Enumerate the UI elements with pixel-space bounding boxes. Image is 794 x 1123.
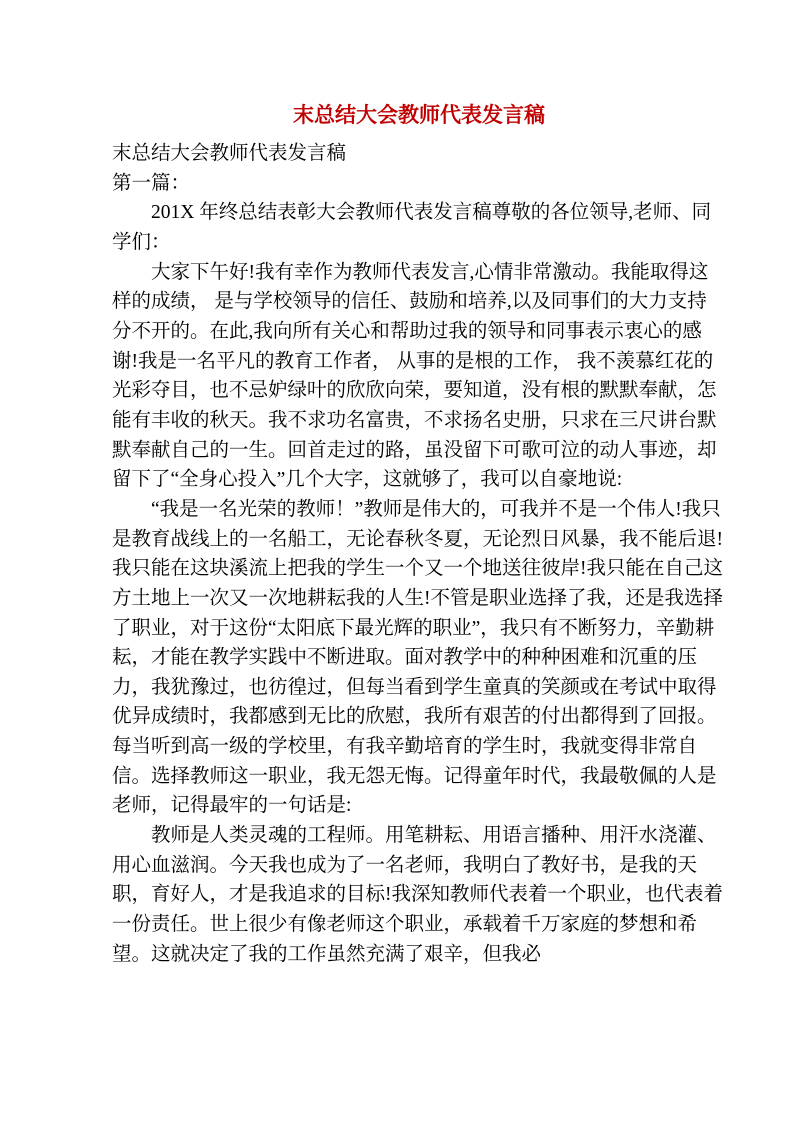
paragraph-body-2: “我是一名光荣的教师！”教师是伟大的，可我并不是一个伟人!我只是教育战线上的一名船工，无论春秋冬夏，无论烈日风暴，我不能后退!我只能在这块溪流上把我的学生一个又一个地送往彼岸!我只能在自己这方土地上一次又一次地耕耘我的人生!不管是职业选择了我，还是我选择了职业，对于这份“太阳底下最光辉的职业”，我只有不断努力，辛勤耕耘，才能在教学实践中不断进取。面对教学中的种种困难和沉重的压力，我犹豫过，也彷徨过，但每当看到学生童真的笑颜或在考试中取得优异成绩时，我都感到无比的欣慰，我所有艰苦的付出都得到了回报。每当听到高一级的学校里，有我辛勤培育的学生时，我就变得非常自信。选择教师这一职业，我无怨无悔。记得童年时代，我最敬佩的人是老师，记得最牢的一句话是: (112, 498, 723, 817)
paragraph-section-label: 第一篇： (112, 172, 191, 194)
paragraph-body-1: 大家下午好!我有幸作为教师代表发言,心情非常激动。我能取得这样的成绩， 是与学校领导的信任、鼓励和培养,以及同事们的大力支持分不开的。在此,我向所有关心和帮助过我的领导和同事表示衷心的感谢!我是一名平凡的教育工作者， 从事的是根的工作， 我不羡慕红花的光彩夺目，也不忌妒绿叶的欣欣向荣，要知道，没有根的默默奉献，怎能有丰收的秋天。我不求功名富贵，不求扬名史册，只求在三尺讲台默默奉献自己的一生。回首走过的路，虽没留下可歌可泣的动人事迹，却留下了“全身心投入”几个大字，这就够了，我可以自豪地说: (112, 261, 717, 491)
paragraph-salutation: 201X 年终总结表彰大会教师代表发言稿尊敬的各位领导,老师、同学们： (112, 202, 712, 253)
document-title: 末总结大会教师代表发言稿 (293, 103, 545, 127)
paragraph-repeat-title: 末总结大会教师代表发言稿 (112, 143, 347, 164)
paragraph-body-3: 教师是人类灵魂的工程师。用笔耕耘、用语言播种、用汗水浇灌、用心血滋润。今天我也成为了一名老师，我明白了教好书，是我的天职，育好人，才是我追求的目标!我深知教师代表着一个职业，也代表着一份责任。世上很少有像老师这个职业，承载着千万家庭的梦想和希望。这就决定了我的工作虽然充满了艰辛，但我必 (112, 825, 723, 965)
document-body (112, 100, 726, 969)
